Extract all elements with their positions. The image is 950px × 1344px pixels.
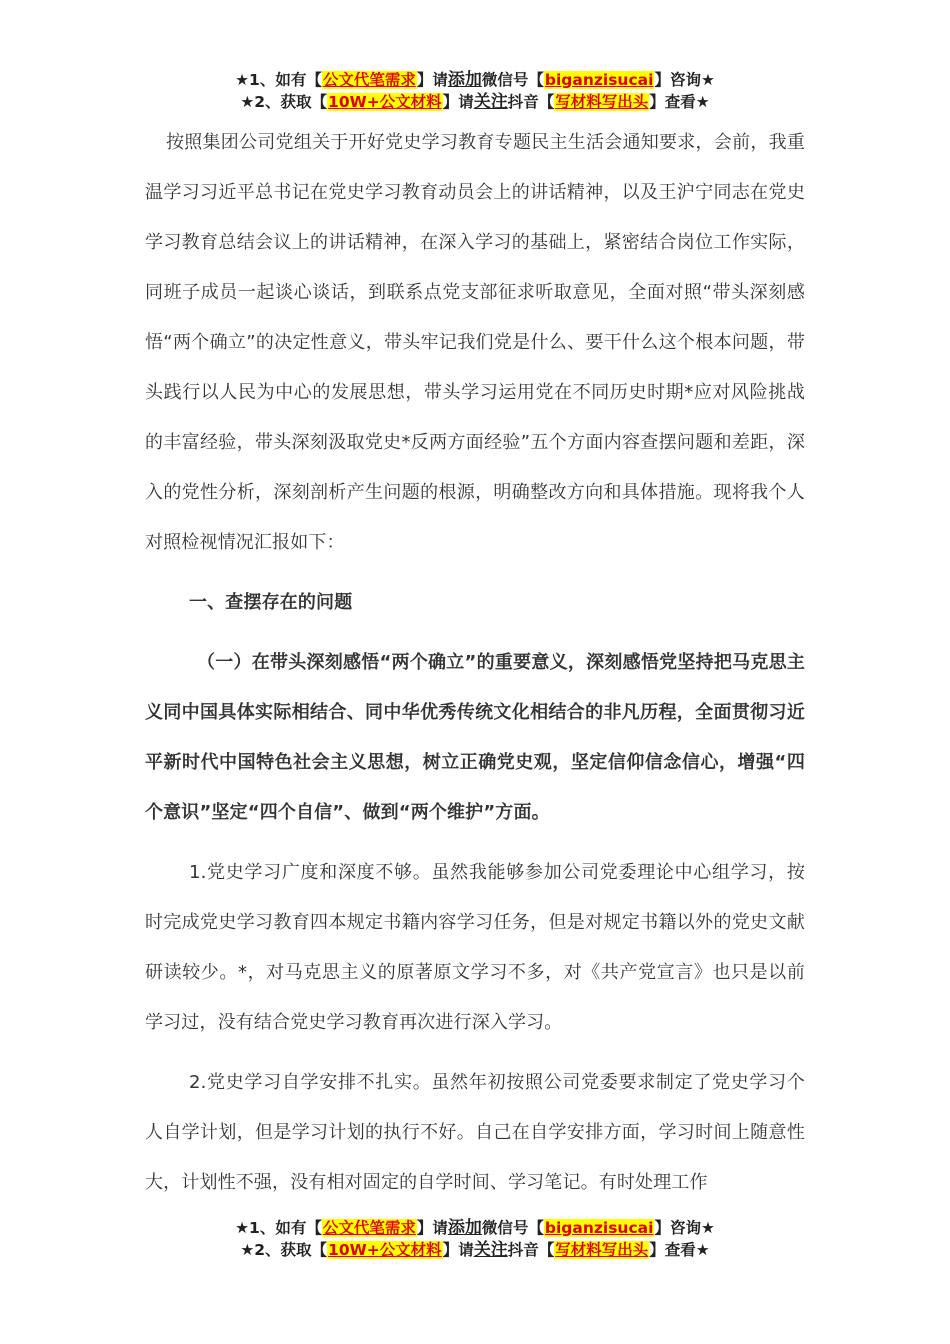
document-body xyxy=(145,118,805,1218)
highlight-wechat-id: biganzisucai xyxy=(544,1219,654,1237)
highlight-douyin-account: 写材料写出头 xyxy=(555,93,649,111)
banner-line-2: ★2、获取【10W+公文材料】请关注抖音【写材料写出头】查看★ xyxy=(240,92,710,112)
highlight-materials: 10W+公文材料 xyxy=(328,93,442,111)
highlight-service: 公文代笔需求 xyxy=(322,1219,416,1237)
banner-line-2: ★2、获取【10W+公文材料】请关注抖音【写材料写出头】查看★ xyxy=(240,1240,710,1260)
header-banner xyxy=(0,69,950,113)
highlight-service: 公文代笔需求 xyxy=(322,71,416,89)
highlight-douyin-account: 写材料写出头 xyxy=(555,1241,649,1259)
subsection-heading: （一）在带头深刻感悟“两个确立”的重要意义，深刻感悟党坚持把马克思主义同中国具体实际相结合、同中华优秀传统文化相结合的非凡历程，全面贯彻习近平新时代中国特色社会主义思想，树立正确党史观，坚定信仰信念信心，增强“四个意识”坚定“四个自信”、做到“两个维护”方面。 xyxy=(145,652,805,823)
item-paragraph-2: 2.党史学习自学安排不扎实。虽然年初按照公司党委要求制定了党史学习个人自学计划，但是学习计划的执行不好。自己在自学安排方面，学习时间上随意性大，计划性不强，没有相对固定的自学时间、学习笔记。有时处理工作 xyxy=(145,1072,805,1193)
banner-line-1: ★1、如有【公文代笔需求】请添加微信号【biganzisucai】咨询★ xyxy=(235,1218,715,1238)
banner-line-1: ★1、如有【公文代笔需求】请添加微信号【biganzisucai】咨询★ xyxy=(235,70,715,90)
highlight-materials: 10W+公文材料 xyxy=(328,1241,442,1259)
footer-banner xyxy=(0,1217,950,1261)
intro-paragraph: 按照集团公司党组关于开好党史学习教育专题民主生活会通知要求，会前，我重温学习习近平总书记在党史学习教育动员会上的讲话精神，以及王沪宁同志在党史学习教育总结会议上的讲话精神，在深入学习的基础上，紧密结合岗位工作实际，同班子成员一起谈心谈话，到联系点党支部征求听取意见，全面对照“带头深刻感悟“两个确立”的决定性意义，带头牢记我们党是什么、要干什么这个根本问题，带头践行以人民为中心的发展思想，带头学习运用党在不同历史时期*应对风险挑战的丰富经验，带头深刻汲取党史*反两方面经验”五个方面内容查摆问题和差距，深入的党性分析，深刻剖析产生问题的根源，明确整改方向和具体措施。现将我个人对照检视情况汇报如下： xyxy=(145,132,805,553)
section-heading: 一、查摆存在的问题 xyxy=(189,592,353,613)
item-paragraph-1: 1.党史学习广度和深度不够。虽然我能够参加公司党委理论中心组学习，按时完成党史学习教育四本规定书籍内容学习任务，但是对规定书籍以外的党史文献研读较少。*，对马克思主义的原著原文学习不多，对《共产党宣言》也只是以前学习过，没有结合党史学习教育再次进行深入学习。 xyxy=(145,862,805,1033)
highlight-wechat-id: biganzisucai xyxy=(544,71,654,89)
